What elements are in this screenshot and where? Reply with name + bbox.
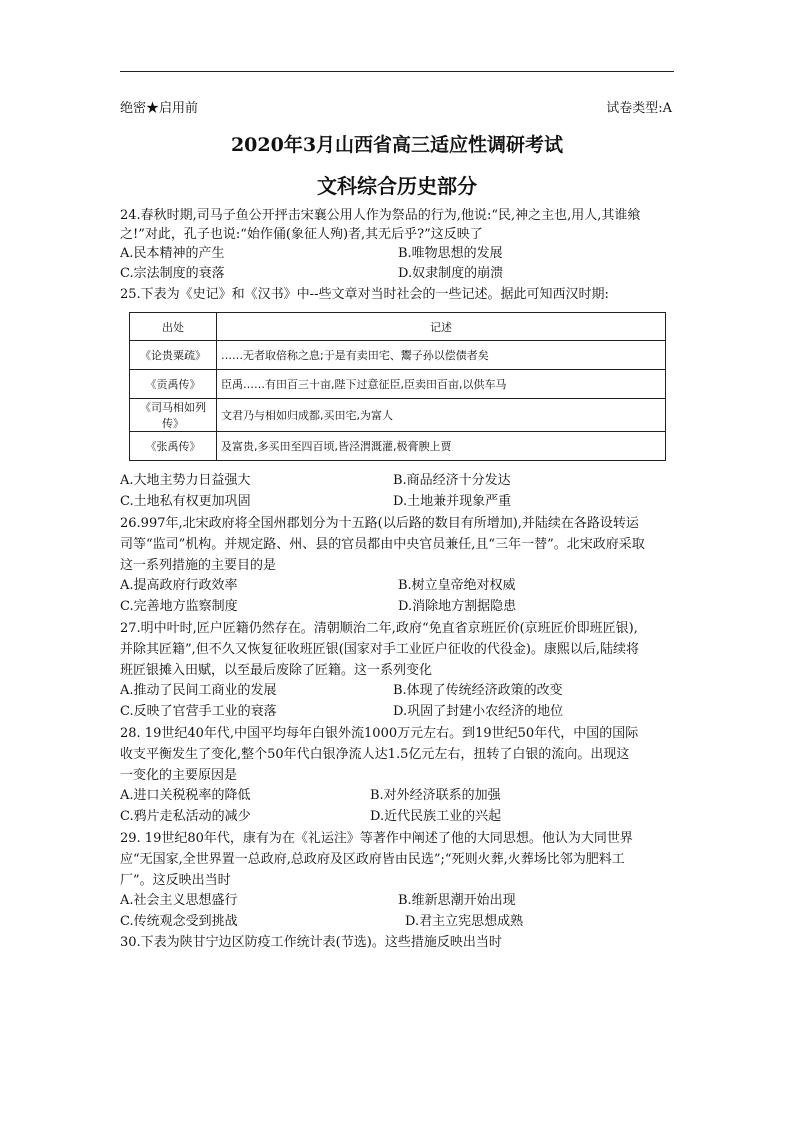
table-cell-source: 《论贵粟疏》 bbox=[130, 341, 217, 370]
question-27-stem-line: 并除其匠籍”,但不久又恢复征收班匠银(国家对手工业匠户征收的代役金)。康熙以后,陆续将 bbox=[120, 642, 640, 657]
question-29-option-c: C.传统观念受到挑战 bbox=[120, 914, 238, 929]
table-header-source: 出处 bbox=[130, 313, 217, 341]
top-rule bbox=[120, 71, 674, 72]
table-row bbox=[130, 399, 666, 432]
question-24-option-a: A.民本精神的产生 bbox=[120, 246, 225, 261]
paper-type: 试卷类型:A bbox=[606, 101, 672, 116]
question-25-option-a: A.大地主势力日益强大 bbox=[120, 473, 251, 488]
question-26-option-c: C.完善地方监察制度 bbox=[120, 599, 238, 614]
question-28-stem-line: 28. 19世纪40年代,中国平均每年白银外流1000万元左右。到19世纪50年代，中国的国际 bbox=[120, 726, 639, 741]
question-28-stem-line: 一变化的主要原因是 bbox=[120, 768, 238, 783]
question-30-stem-line: 30.下表为陕甘宁边区防疫工作统计表(节选)。这些措施反映出当时 bbox=[120, 935, 502, 950]
table-cell-record: 文君乃与相如归成都,买田宅,为富人 bbox=[217, 399, 666, 432]
question-27-stem-line: 27.明中叶时,匠户匠籍仍然存在。清朝顺治二年,政府“免直省京班匠价(京班匠价即班匠银), bbox=[120, 621, 638, 636]
question-26-stem-line: 这一系列措施的主要目的是 bbox=[120, 558, 277, 573]
question-25-stem-line: 25.下表为《史记》和《汉书》中--些文章对当时社会的一些记述。据此可知西汉时期: bbox=[120, 287, 609, 302]
question-27-option-d: D.巩固了封建小农经济的地位 bbox=[393, 704, 564, 719]
question-28-option-c: C.鸦片走私活动的减少 bbox=[120, 809, 251, 824]
question-26-option-d: D.消除地方割据隐患 bbox=[398, 599, 517, 614]
table-row bbox=[130, 341, 666, 370]
question-27-stem-line: 班匠银摊入田赋，以至最后废除了匠籍。这一系列变化 bbox=[120, 663, 433, 678]
question-29-stem-line: 应“无国家,全世界置一总政府,总政府及区政府皆由民选”;“死则火葬,火葬场比邻为肥料工 bbox=[120, 852, 625, 867]
question-26-stem-line: 司等“监司”机构。并规定路、州、县的官员都由中央官员兼任,且“三年一替”。北宋政府采取 bbox=[120, 537, 645, 552]
table-row bbox=[130, 370, 666, 399]
question-25-option-b: B.商品经济十分发达 bbox=[393, 473, 511, 488]
question-25-option-d: D.土地兼并现象严重 bbox=[393, 494, 512, 509]
question-26-option-a: A.提高政府行政效率 bbox=[120, 578, 238, 593]
question-27-option-c: C.反映了官营手工业的衰落 bbox=[120, 704, 277, 719]
table-cell-source: 《张禹传》 bbox=[130, 432, 217, 461]
question-25-option-c: C.土地私有权更加巩固 bbox=[120, 494, 251, 509]
table-cell-source: 《贡禹传》 bbox=[130, 370, 217, 399]
question-29-option-b: B.维新思潮开始出现 bbox=[398, 893, 516, 908]
records-table bbox=[129, 312, 666, 461]
table-cell-source: 《司马相如列传》 bbox=[130, 399, 217, 432]
table-cell-record: 及富贵,多买田至四百顷,皆泾渭溉灌,极膏腴上贾 bbox=[217, 432, 666, 461]
question-26-stem-line: 26.997年,北宋政府将全国州郡划分为十五路(以后路的数目有所增加),并陆续在各路设转运 bbox=[120, 516, 639, 531]
question-24-option-d: D.奴隶制度的崩溃 bbox=[398, 266, 504, 281]
table-cell-record: ……无者取倍称之息;于是有卖田宅、鬻子孙以偿债者矣 bbox=[217, 341, 666, 370]
question-28-option-d: D.近代民族工业的兴起 bbox=[370, 809, 502, 824]
question-24-option-c: C.宗法制度的衰落 bbox=[120, 266, 225, 281]
table-cell-record: 臣禹……有田百三十亩,陛下过意征臣,臣卖田百亩,以供车马 bbox=[217, 370, 666, 399]
question-29-stem-line: 29. 19世纪80年代，康有为在《礼运注》等著作中阐述了他的大同思想。他认为大同世界 bbox=[120, 831, 633, 846]
question-24-stem-line: 之!”对此，孔子也说:“始作俑(象征人殉)者,其无后乎?”这反映了 bbox=[120, 227, 483, 242]
question-27-option-a: A.推动了民间工商业的发展 bbox=[120, 683, 277, 698]
question-26-option-b: B.树立皇帝绝对权威 bbox=[398, 578, 516, 593]
question-27-option-b: B.体现了传统经济政策的改变 bbox=[393, 683, 563, 698]
confidential-mark: 绝密★启用前 bbox=[120, 101, 199, 116]
exam-title: 2020年3月山西省高三适应性调研考试 bbox=[230, 134, 564, 156]
question-24-stem-line: 24.春秋时期,司马子鱼公开抨击宋襄公用人作为祭品的行为,他说:“民,神之主也,用人,其谁飨 bbox=[120, 208, 641, 223]
table-row bbox=[130, 432, 666, 461]
question-29-option-a: A.社会主义思想盛行 bbox=[120, 893, 238, 908]
question-24-option-b: B.唯物思想的发展 bbox=[398, 246, 503, 261]
section-title: 文科综合历史部分 bbox=[317, 174, 477, 198]
question-28-stem-line: 收支平衡发生了变化,整个50年代白银净流人达1.5亿元左右，扭转了白银的流向。出现这 bbox=[120, 747, 630, 762]
table-header-row bbox=[130, 313, 666, 341]
question-28-option-b: B.对外经济联系的加强 bbox=[370, 788, 501, 803]
question-28-option-a: A.进口关税税率的降低 bbox=[120, 788, 251, 803]
question-29-option-d: D.君主立宪思想成熟 bbox=[405, 914, 524, 929]
table-header-record: 记述 bbox=[217, 313, 666, 341]
question-29-stem-line: 厂”。这反映出当时 bbox=[120, 873, 231, 888]
